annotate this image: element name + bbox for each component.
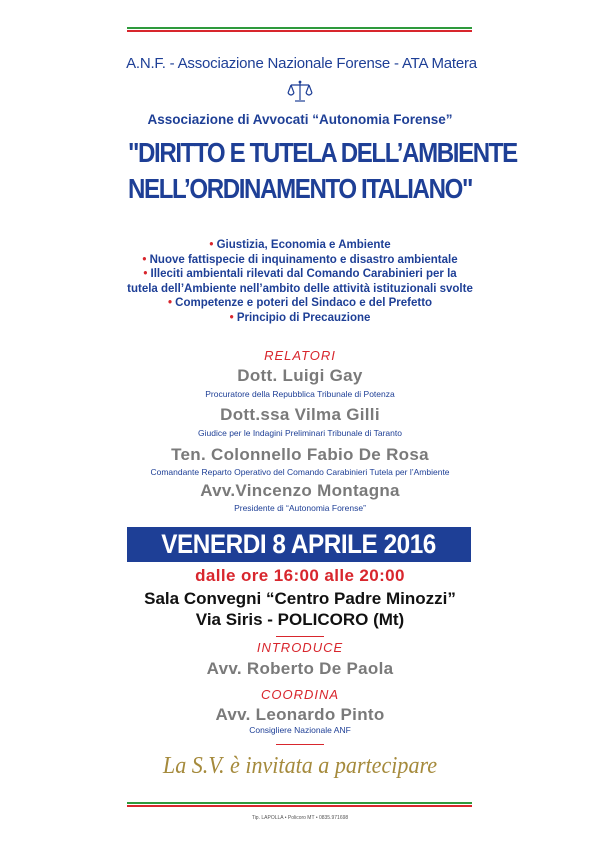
event-time: dalle ore 16:00 alle 20:00 [195,566,405,585]
date-banner [127,527,471,562]
topic-item: • Giustizia, Economia e Ambiente [209,239,391,251]
introduce-label: INTRODUCE [256,640,344,655]
speaker-role: Presidente di “Autonomia Forense” [234,503,366,513]
speaker-name: Dott.ssa Vilma Gilli [220,405,380,424]
relatori-label: RELATORI [264,348,336,363]
association-name: Associazione di Avvocati “Autonomia Forense” [147,112,453,127]
header-title: A.N.F. - Associazione Nazionale Forense - ATA Matera [126,54,477,72]
divider-line [276,744,324,745]
venue-name: Sala Convegni “Centro Padre Minozzi” [144,589,456,608]
coordinator-role: Consigliere Nazionale ANF [249,725,351,735]
topic-item: • Nuove fattispecie di inquinamento e disastro ambientale [142,253,458,266]
coordina-label: COORDINA [260,687,340,702]
introducer-name: Avv. Roberto De Paola [206,659,394,678]
header [126,48,477,78]
topic-item: • Illeciti ambientali rilevati dal Comando Carabinieri per la [143,268,457,280]
venue-address: Via Siris - POLICORO (Mt) [195,610,405,629]
bottom-tricolor-stripe [127,802,472,809]
scales-of-justice-icon [287,80,313,104]
invitation-text: La S.V. è invitata a partecipare [162,753,438,779]
speaker-name: Avv.Vincenzo Montagna [200,481,400,500]
coordinator-name: Avv. Leonardo Pinto [215,705,385,724]
divider-line [276,636,324,637]
topics-list [100,238,500,325]
speaker-role: Comandante Reparto Operativo del Comando Carabinieri Tutela per l’Ambiente [150,467,450,477]
event-title-line-1: "DIRITTO E TUTELA DELL’AMBIENTE [128,137,517,168]
topic-item: • Competenze e poteri del Sindaco e del Prefetto [167,297,433,309]
event-date: VENERDI 8 APRILE 2016 [161,529,437,559]
top-tricolor-stripe [127,27,472,34]
speaker-role: Procuratore della Repubblica Tribunale di Potenza [205,389,395,399]
printer-credit: Tip. LAPOLLA • Policoro MT • 0835.971698 [251,815,349,821]
event-title-line-2: NELL’ORDINAMENTO ITALIANO" [128,173,472,204]
speaker-role: Giudice per le Indagini Preliminari Tribunale di Taranto [198,428,402,438]
speaker-name: Ten. Colonnello Fabio De Rosa [171,445,429,464]
topic-item: • Principio di Precauzione [229,311,371,324]
topic-item: tutela dell’Ambiente nell’ambito delle attività istituzionali svolte [127,282,473,295]
speaker-name: Dott. Luigi Gay [237,366,363,385]
